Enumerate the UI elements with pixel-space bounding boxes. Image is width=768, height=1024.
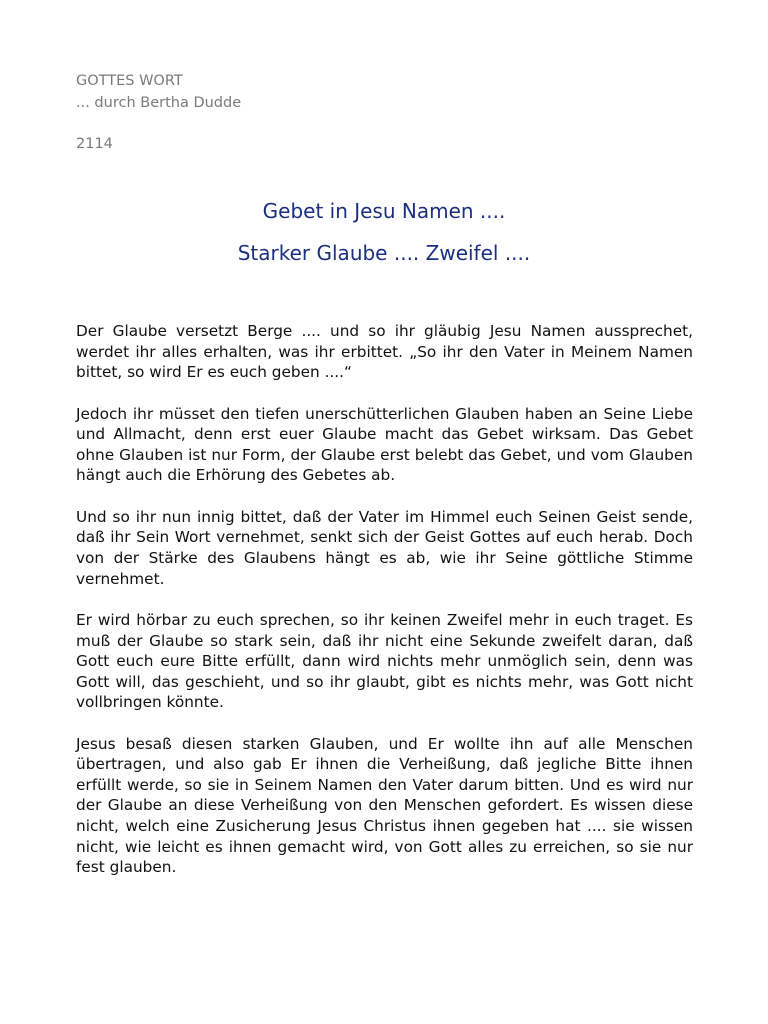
paragraph: Er wird hörbar zu euch sprechen, so ihr keinen Zweifel mehr in euch traget. Es muß der Glaube so stark sein, daß ihr nicht eine Sekunde zweifelt daran, daß Gott euch eure Bitte erfüllt, dann wird nichts mehr unmöglich sein, denn was Gott will, das geschieht, und so ihr glaubt, gibt es nichts mehr, was Gott nicht vollbringen könnte. <box>76 610 693 712</box>
paragraph: Jedoch ihr müsset den tiefen unerschütterlichen Glauben haben an Seine Liebe und Allmacht, denn erst euer Glaube macht das Gebet wirksam. Das Gebet ohne Glauben ist nur Form, der Glaube erst belebt das Gebet, und vom Glauben hängt auch die Erhörung des Gebetes ab. <box>76 404 693 485</box>
author-line: ... durch Bertha Dudde <box>76 95 242 111</box>
body-text <box>76 321 693 899</box>
document-header <box>76 70 241 114</box>
paragraph: Der Glaube versetzt Berge .... und so ihr gläubig Jesu Namen aussprechet, werdet ihr alles erhalten, was ihr erbittet. „So ihr den Vater in Meinem Namen bittet, so wird Er es euch geben ....“ <box>76 322 693 382</box>
page-subtitle: Starker Glaube .... Zweifel .... <box>237 241 531 265</box>
document-number: 2114 <box>76 136 113 152</box>
page-title: Gebet in Jesu Namen .... <box>262 199 506 223</box>
paragraph: Jesus besaß diesen starken Glauben, und Er wollte ihn auf alle Menschen übertragen, und also gab Er ihnen die Verheißung, daß jegliche Bitte ihnen erfüllt werde, so sie in Seinem Namen den Vater darum bitten. Und es wird nur der Glaube an diese Verheißung von den Menschen gefordert. Es wissen diese nicht, welch eine Zusicherung Jesus Christus ihnen gegeben hat .... sie wissen nicht, wie leicht es ihnen gemacht wird, von Gott alles zu erreichen, so sie nur fest glauben. <box>76 734 693 877</box>
source-label: GOTTES WORT <box>76 73 183 89</box>
paragraph: Und so ihr nun innig bittet, daß der Vater im Himmel euch Seinen Geist sende, daß ihr Sein Wort vernehmet, senkt sich der Geist Gottes auf euch herab. Doch von der Stärke des Glaubens hängt es ab, wie ihr Seine göttliche Stimme vernehmet. <box>76 507 693 588</box>
